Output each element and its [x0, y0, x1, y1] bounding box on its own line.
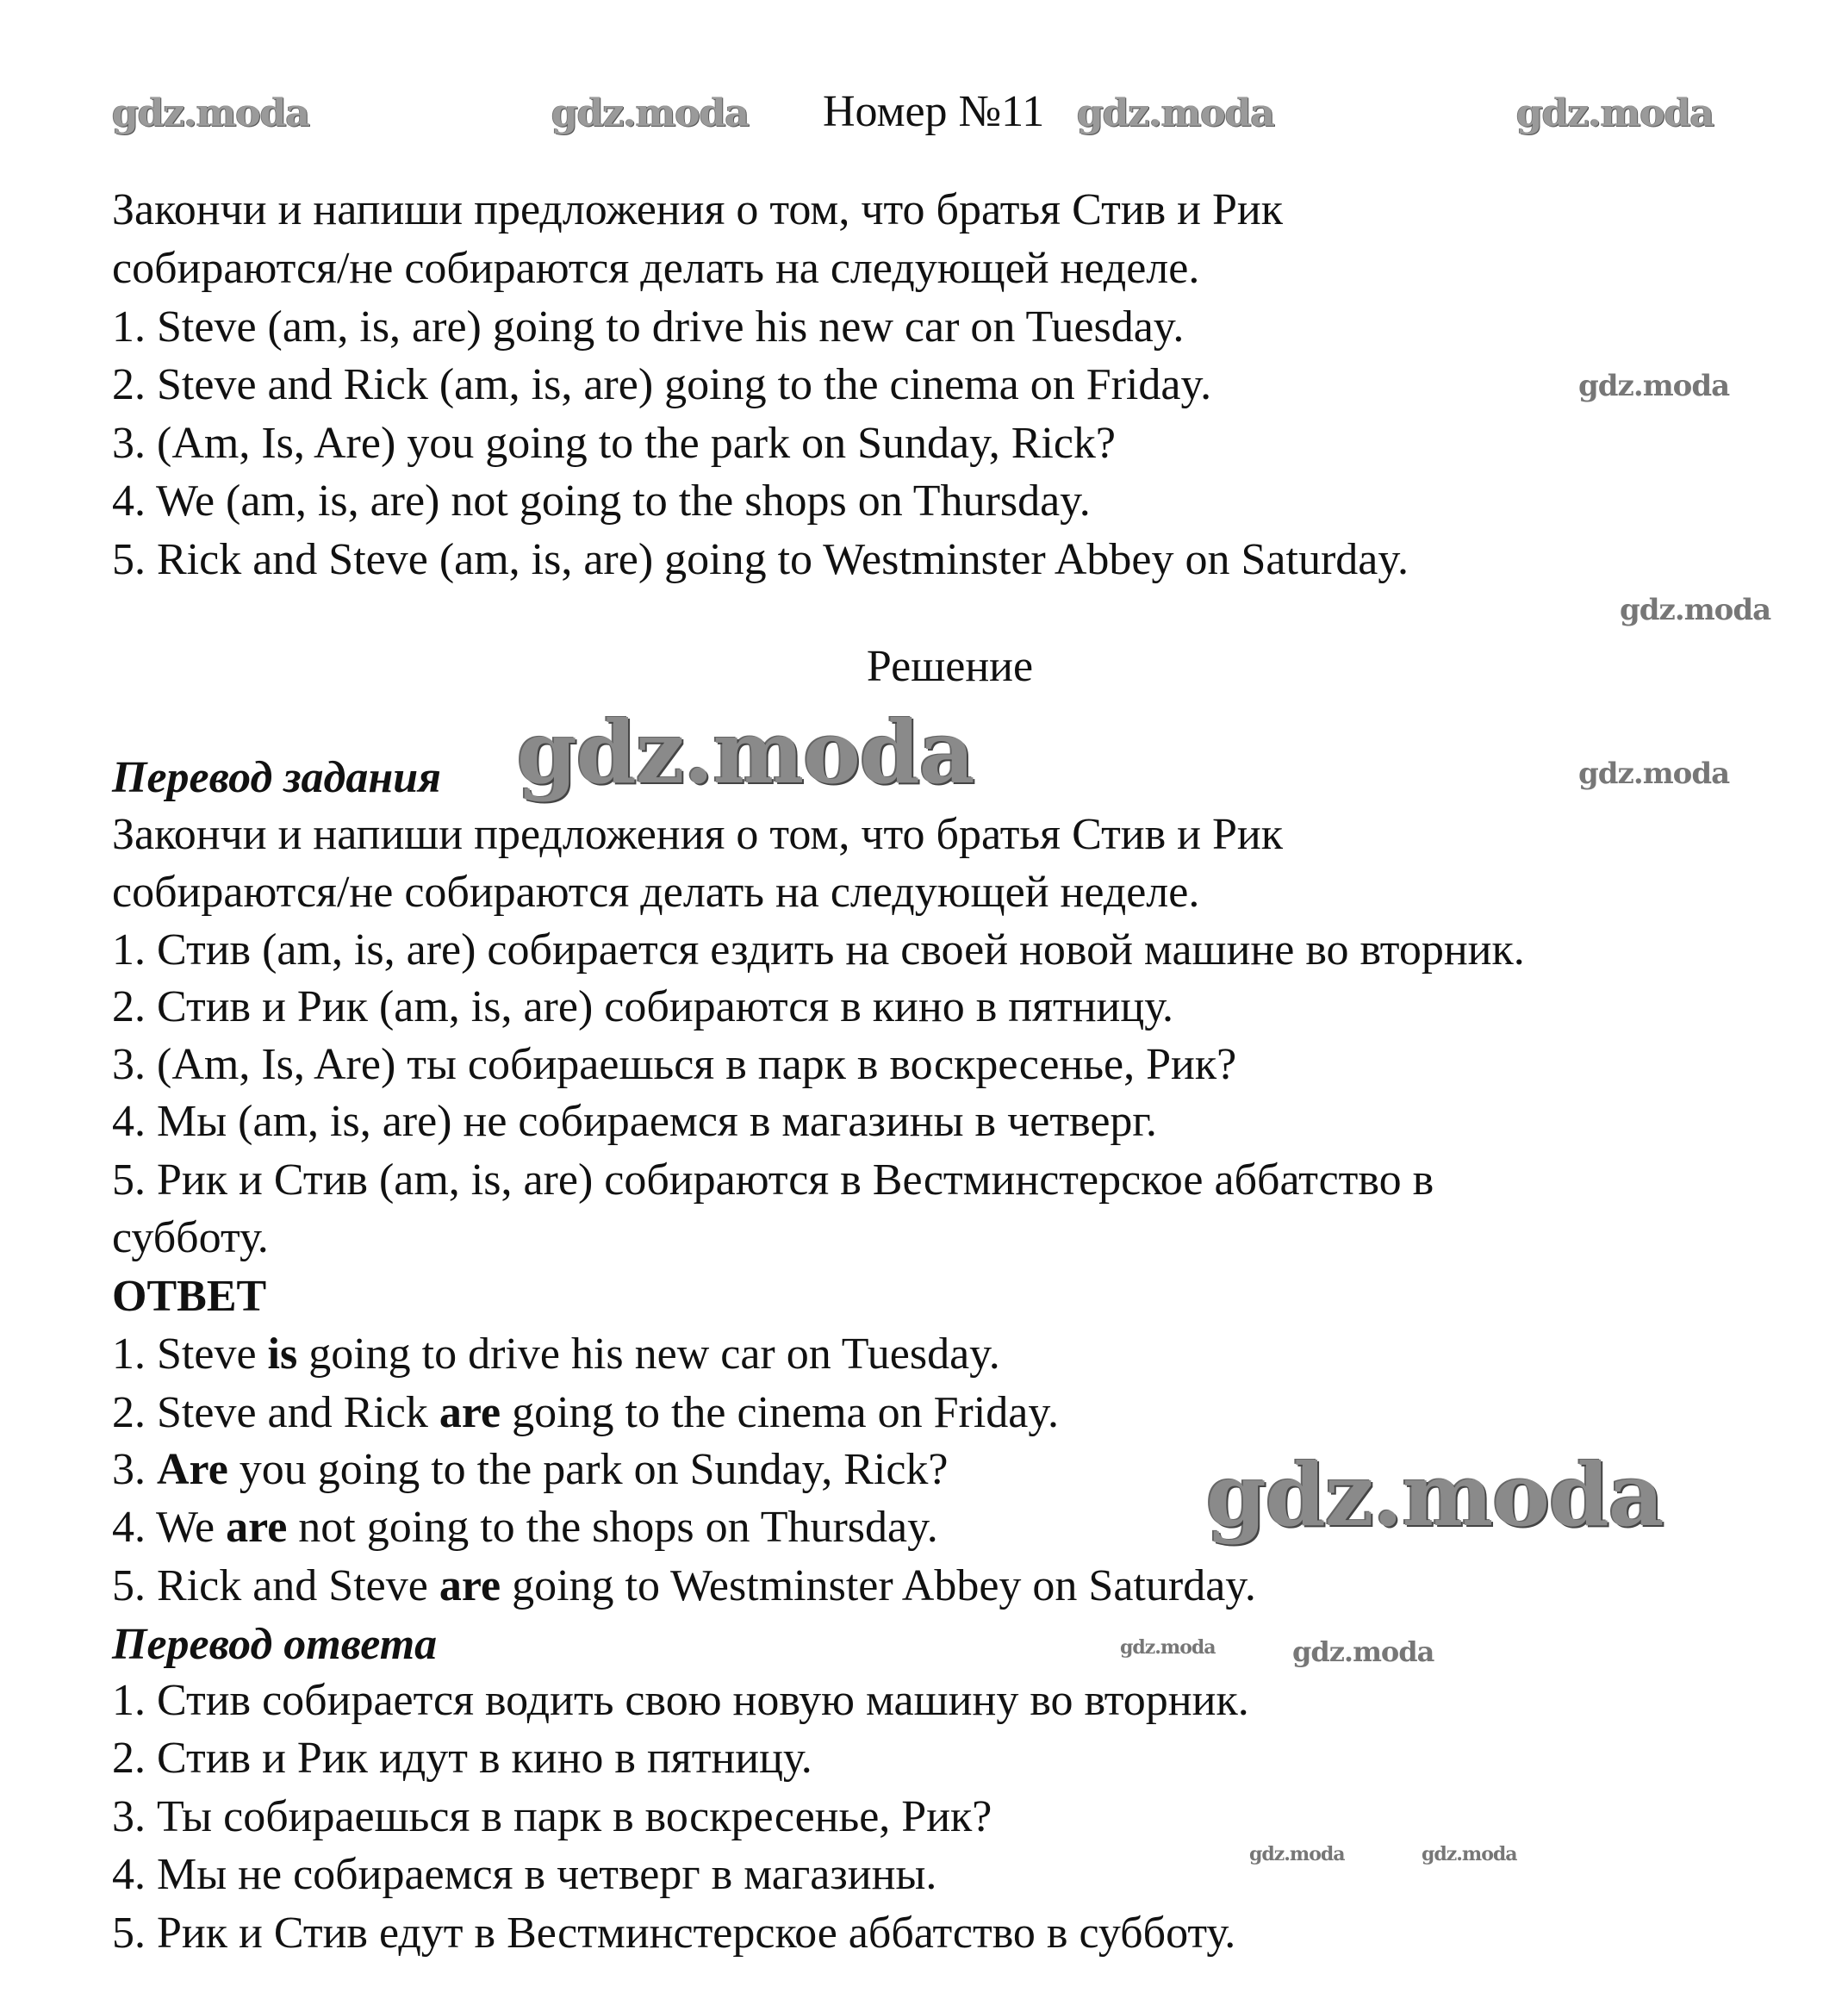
- answer-translation-item: 3. Ты собираешься в парк в воскресенье, Рик?: [112, 1792, 992, 1841]
- answer-translation-item: 5. Рик и Стив едут в Вестминстерское аббатство в субботу.: [112, 1909, 1236, 1958]
- watermark: gdz.moda: [1077, 91, 1275, 135]
- answer-verb: are: [439, 1388, 501, 1437]
- answer-translation-heading: Перевод ответа: [112, 1620, 438, 1669]
- task-intro: Закончи и напиши предложения о том, что братья Стив и Рик: [112, 185, 1284, 234]
- answer-text: 1. Steve: [112, 1330, 268, 1379]
- translation-item: 3. (Am, Is, Are) ты собираешься в парк в воскресенье, Рик?: [112, 1040, 1237, 1089]
- answer-item: [112, 1558, 1256, 1615]
- answer-verb: Are: [157, 1445, 228, 1494]
- translation-item: 5. Рик и Стив (am, is, are) собираются в Вестминстерское аббатство в: [112, 1155, 1434, 1205]
- answer-text: 3.: [112, 1445, 157, 1494]
- task-item: 3. (Am, Is, Are) you going to the park on Sunday, Rick?: [112, 419, 1116, 468]
- answer-translation-item: 1. Стив собирается водить свою новую машину во вторник.: [112, 1676, 1249, 1725]
- watermark: gdz.moda: [1422, 1843, 1517, 1865]
- translation-item: субботу.: [112, 1213, 269, 1262]
- answer-item: [112, 1385, 1059, 1442]
- answer-item: [112, 1326, 1000, 1383]
- answer-text: 5. Rick and Steve: [112, 1561, 439, 1610]
- answer-text: not going to the shops on Thursday.: [287, 1503, 938, 1552]
- translation-intro: собираются/не собираются делать на следующей неделе.: [112, 868, 1200, 917]
- translation-item: 2. Стив и Рик (am, is, are) собираются в кино в пятницу.: [112, 982, 1174, 1031]
- answer-text: going to Westminster Abbey on Saturday.: [501, 1561, 1256, 1610]
- solution-heading: Решение: [866, 642, 1034, 691]
- translation-item: 4. Мы (am, is, are) не собираемся в магазины в четверг.: [112, 1097, 1157, 1146]
- watermark: gdz.moda: [1578, 369, 1730, 403]
- task-item: 4. We (am, is, are) not going to the shops on Thursday.: [112, 476, 1091, 526]
- task-item: 5. Rick and Steve (am, is, are) going to Westminster Abbey on Saturday.: [112, 535, 1409, 584]
- task-intro: собираются/не собираются делать на следующей неделе.: [112, 244, 1200, 293]
- watermark: gdz.moda: [1578, 757, 1730, 791]
- answer-translation-item: 2. Стив и Рик идут в кино в пятницу.: [112, 1734, 812, 1783]
- watermark: gdz.moda: [1249, 1843, 1345, 1865]
- answer-heading: ОТВЕТ: [112, 1272, 267, 1321]
- answer-item: [112, 1499, 938, 1556]
- watermark: gdz.moda: [112, 91, 310, 135]
- answer-verb: are: [226, 1503, 288, 1552]
- watermark: gdz.moda: [1516, 91, 1714, 135]
- watermark: gdz.moda: [1620, 593, 1771, 627]
- translation-intro: Закончи и напиши предложения о том, что братья Стив и Рик: [112, 810, 1284, 859]
- answer-verb: are: [439, 1561, 501, 1610]
- answer-verb: is: [267, 1330, 298, 1379]
- watermark-large: gdz.moda: [1206, 1444, 1664, 1546]
- answer-item: [112, 1442, 949, 1498]
- translation-heading: Перевод задания: [112, 753, 441, 802]
- answer-text: 2. Steve and Rick: [112, 1388, 439, 1437]
- task-item: 1. Steve (am, is, are) going to drive his new car on Tuesday.: [112, 302, 1185, 352]
- watermark: gdz.moda: [1292, 1635, 1434, 1668]
- answer-translation-item: 4. Мы не собираемся в четверг в магазины.: [112, 1850, 937, 1899]
- answer-text: 4. We: [112, 1503, 227, 1552]
- task-item: 2. Steve and Rick (am, is, are) going to the cinema on Friday.: [112, 360, 1212, 409]
- translation-item: 1. Стив (am, is, are) собирается ездить на своей новой машине во вторник.: [112, 925, 1525, 975]
- watermark: gdz.moda: [1120, 1636, 1216, 1659]
- answer-text: you going to the park on Sunday, Rick?: [227, 1445, 949, 1494]
- answer-text: going to the cinema on Friday.: [501, 1388, 1060, 1437]
- watermark-large: gdz.moda: [517, 701, 974, 803]
- watermark: gdz.moda: [551, 91, 750, 135]
- page-title: Номер №11: [823, 87, 1045, 136]
- answer-text: going to drive his new car on Tuesday.: [297, 1330, 1000, 1379]
